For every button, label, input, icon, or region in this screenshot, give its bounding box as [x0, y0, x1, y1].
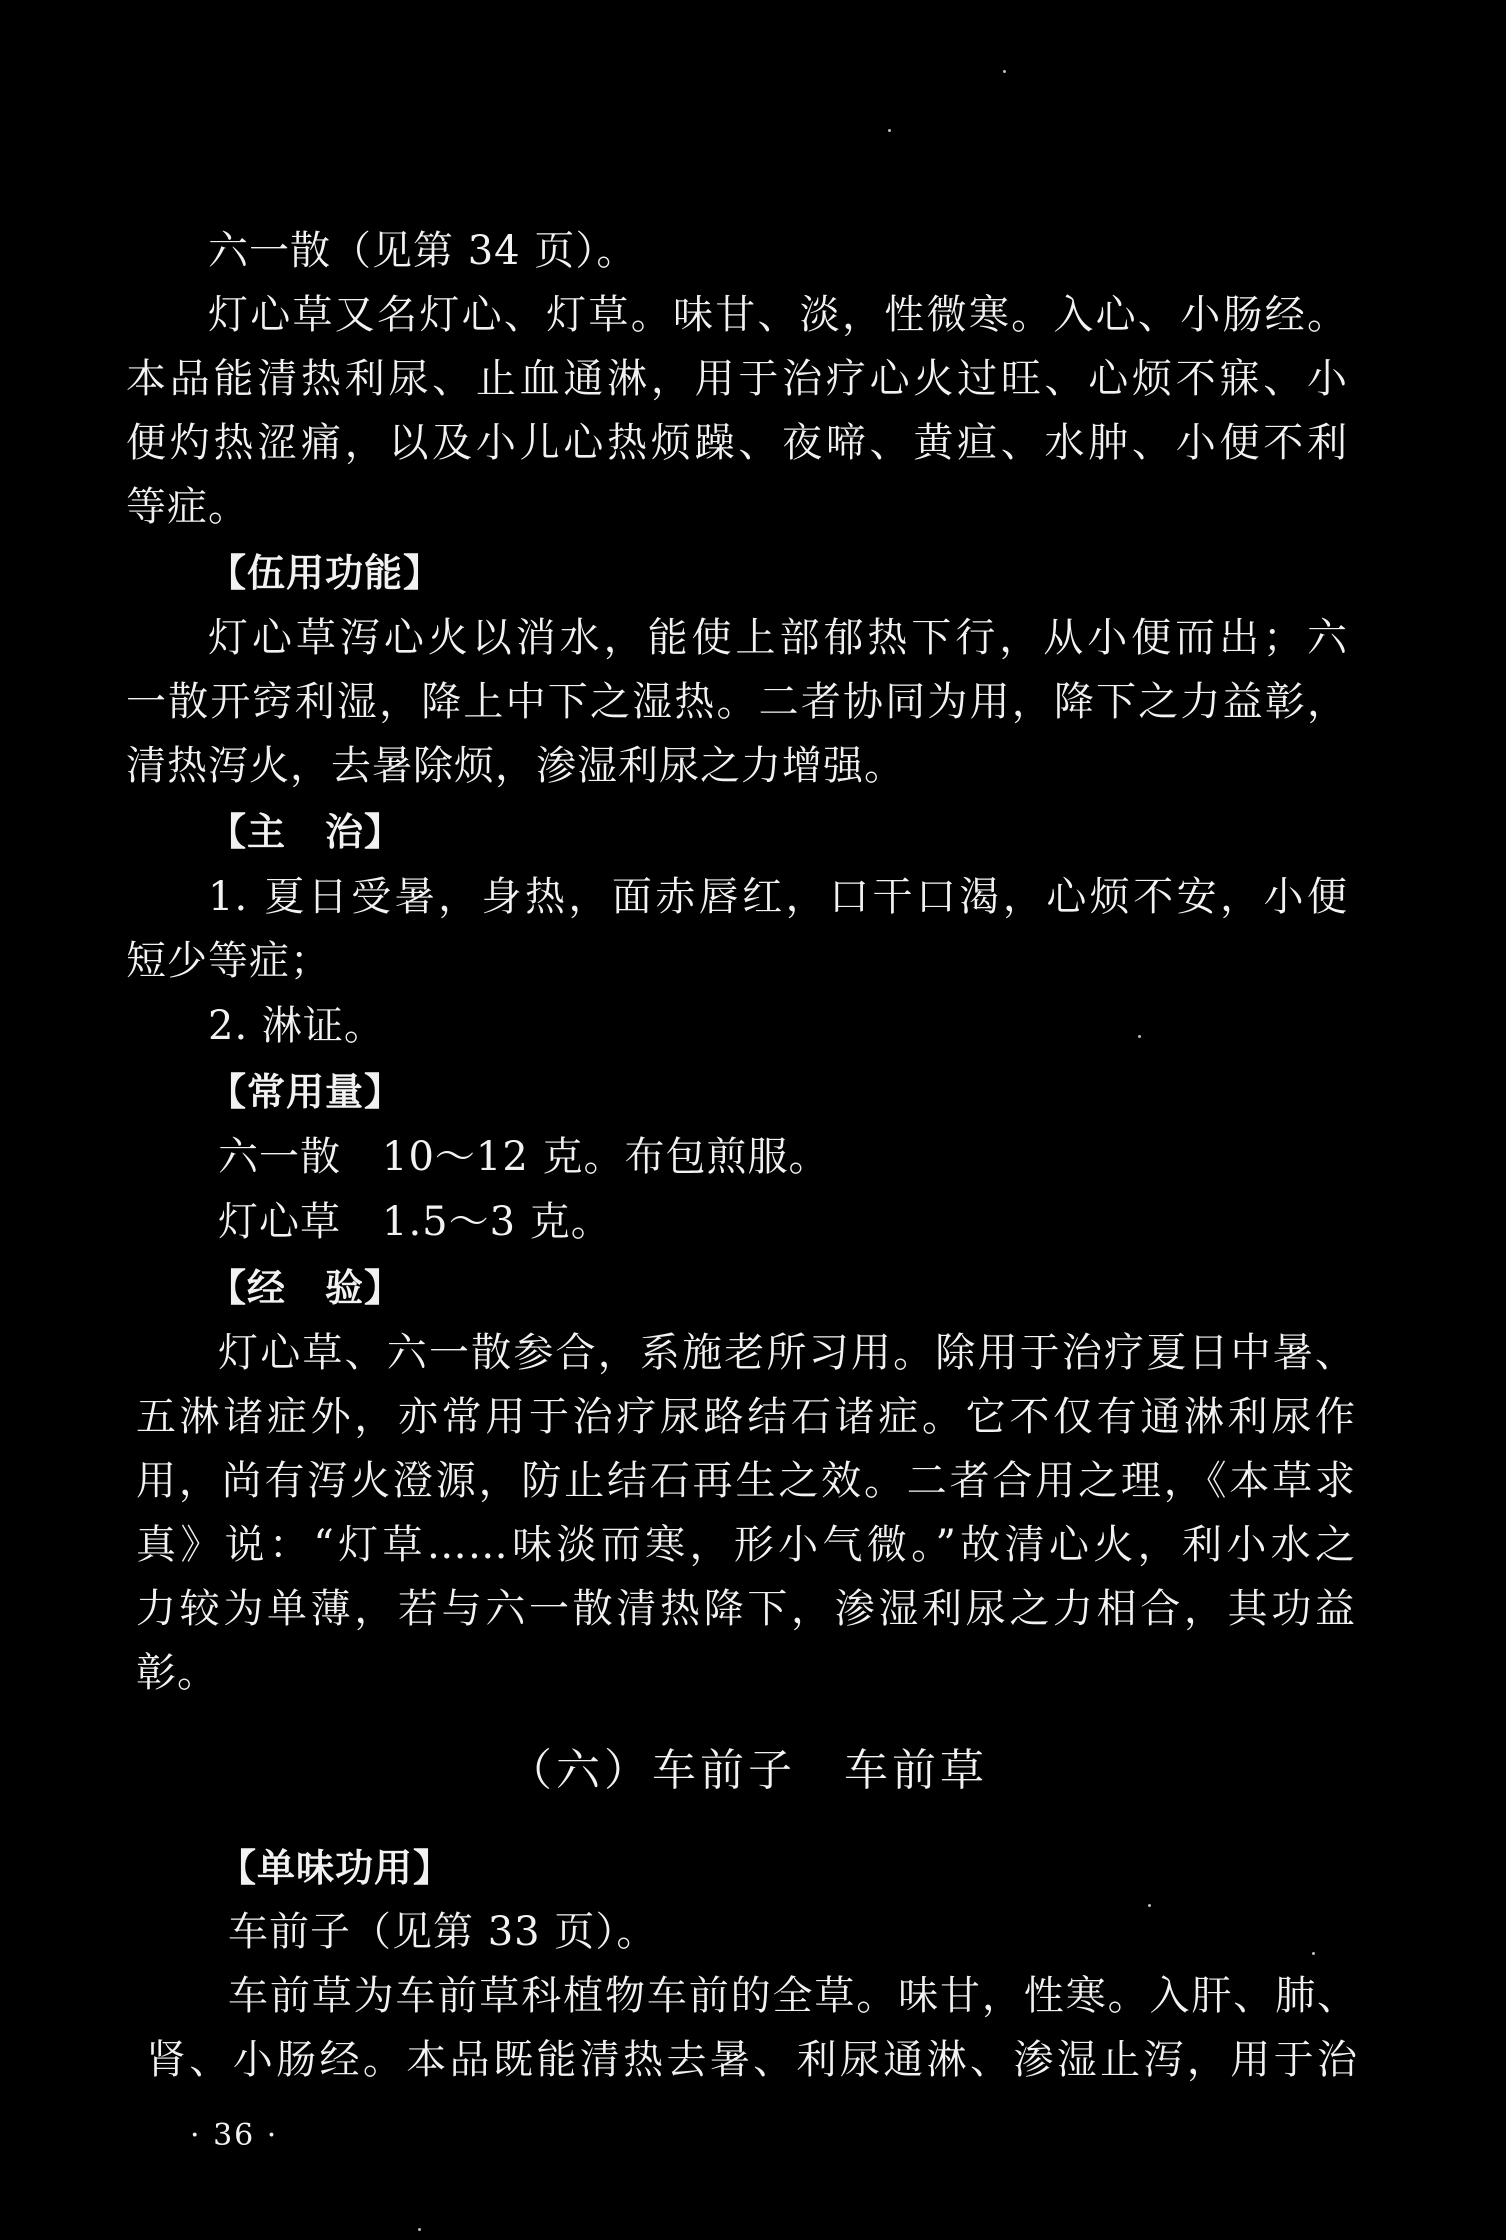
scan-speck [1138, 1035, 1141, 1038]
text-line: 灯心草泻心火以消水，能使上部郁热下行，从小便而出；六 [208, 615, 1348, 661]
text-line: 等症。 [126, 484, 249, 530]
scan-speck [418, 2228, 421, 2231]
text-line: 便灼热涩痛，以及小儿心热烦躁、夜啼、黄疸、水肿、小便不利 [126, 420, 1348, 466]
text-line: 六一散 10～12 克。布包煎服。 [218, 1134, 830, 1180]
text-line: 灯心草又名灯心、灯草。味甘、淡，性微寒。入心、小肠经。 [208, 292, 1348, 338]
page-number: · 36 · [190, 2118, 279, 2153]
section-heading: 【经 验】 [208, 1266, 404, 1310]
text-line: 力较为单薄，若与六一散清热降下，渗湿利尿之力相合，其功益 [136, 1586, 1356, 1632]
scan-speck [1312, 1952, 1315, 1955]
text-line: 灯心草、六一散参合，系施老所习用。除用于治疗夏日中暑、 [218, 1330, 1356, 1376]
text-line: 1. 夏日受暑，身热，面赤唇红，口干口渴，心烦不安，小便 [208, 874, 1348, 920]
text-line: 本品能清热利尿、止血通淋，用于治疗心火过旺、心烦不寐、小 [126, 356, 1348, 402]
scan-speck [1148, 1904, 1151, 1907]
text-line: 2. 淋证。 [208, 1003, 385, 1049]
scan-speck [888, 129, 891, 132]
section-heading: 【单味功用】 [218, 1846, 453, 1890]
section-heading: 【常用量】 [208, 1070, 404, 1114]
text-line: 用，尚有泻火澄源，防止结石再生之效。二者合用之理，《本草求 [136, 1458, 1356, 1504]
text-line: 彰。 [136, 1650, 218, 1696]
text-line: 肾、小肠经。本品既能清热去暑、利尿通淋、渗湿止泻，用于治 [146, 2037, 1358, 2083]
text-line: 五淋诸症外，亦常用于治疗尿路结石诸症。它不仅有通淋利尿作 [136, 1394, 1356, 1440]
text-line: 真》说：“灯草……味淡而寒，形小气微。”故清心火，利小水之 [136, 1522, 1356, 1568]
section-heading: 【伍用功能】 [208, 551, 443, 595]
text-line: 车前草为车前草科植物车前的全草。味甘，性寒。入肝、肺、 [228, 1973, 1358, 2019]
section-heading: 【主 治】 [208, 810, 404, 854]
text-line: 一散开窍利湿，降上中下之湿热。二者协同为用，降下之力益彰， [126, 679, 1348, 725]
scan-speck [1003, 70, 1006, 73]
text-line: 车前子（见第 33 页）。 [228, 1909, 658, 1955]
text-line: 清热泻火，去暑除烦，渗湿利尿之力增强。 [126, 743, 905, 789]
text-line: 灯心草 1.5～3 克。 [218, 1199, 612, 1245]
text-line: 短少等症； [126, 938, 331, 984]
text-line: 六一散（见第 34 页）。 [208, 228, 638, 274]
section-title: （六）车前子 车前草 [508, 1745, 988, 1796]
